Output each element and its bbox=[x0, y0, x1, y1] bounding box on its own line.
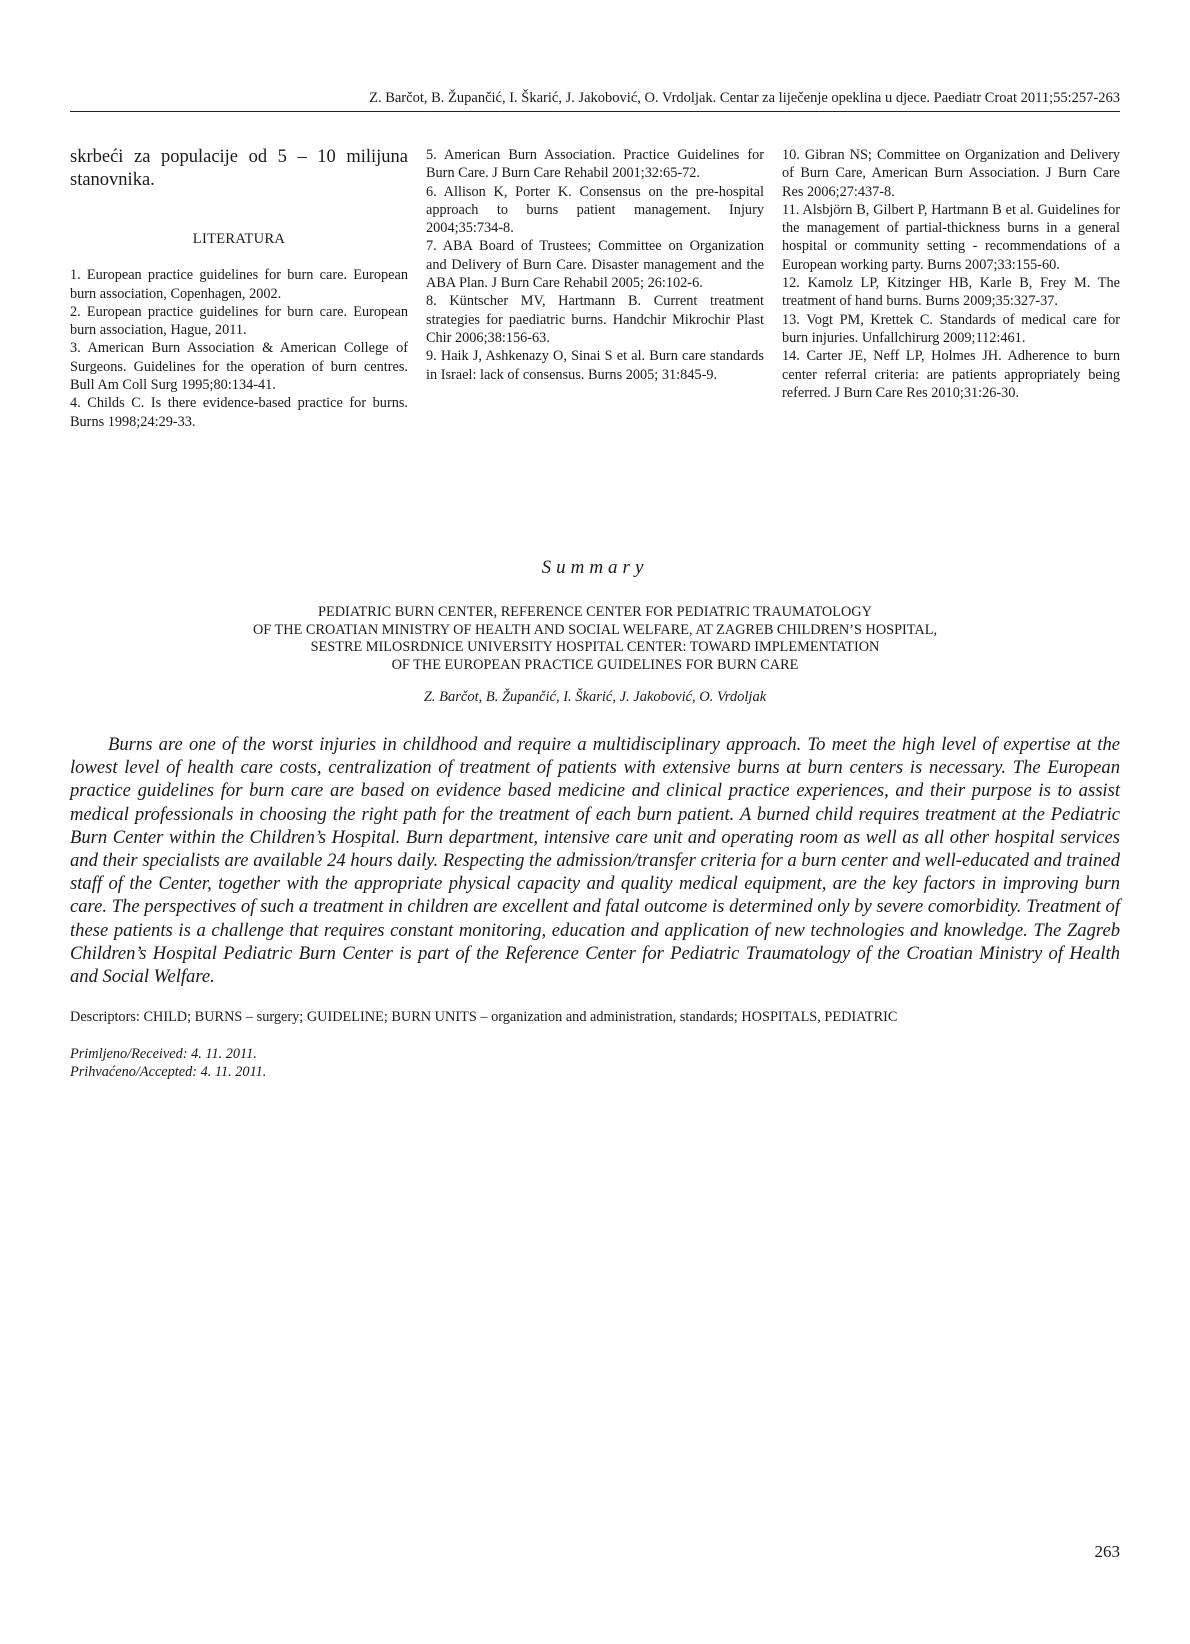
page-number: 263 bbox=[1094, 1542, 1120, 1561]
reference-item: 7. ABA Board of Trustees; Committee on Organization and Delivery of Burn Care. Disaster management and the ABA Plan. J Burn Care Rehabil 2005; 26:102-6. bbox=[426, 238, 764, 292]
reference-item: 4. Childs C. Is there evidence-based practice for burns. Burns 1998;24:29-33. bbox=[70, 395, 408, 430]
summary-heading: Summary bbox=[541, 557, 649, 578]
reference-item: 14. Carter JE, Neff LP, Holmes JH. Adherence to burn center referral criteria: are patients appropriately being referred. J Burn Care Res 2010;31:26-30. bbox=[782, 348, 1120, 401]
reference-item: 5. American Burn Association. Practice Guidelines for Burn Care. J Burn Care Rehabil 2001;32:65-72. bbox=[426, 147, 764, 182]
column-3 bbox=[782, 146, 1120, 431]
reference-item: 8. Küntscher MV, Hartmann B. Current treatment strategies for paediatric burns. Handchir Mikrochir Plast Chir 2006;38:156-63. bbox=[426, 293, 764, 346]
running-header: Z. Barčot, B. Župančić, I. Škarić, J. Jakobović, O. Vrdoljak. Centar za liječenje opeklina u djece. Paediatr Croat 2011;55:257-263 bbox=[70, 90, 1120, 112]
reference-item: 9. Haik J, Ashkenazy O, Sinai S et al. Burn care standards in Israel: lack of consensus. Burns 2005; 31:845-9. bbox=[426, 348, 764, 383]
received-date: Primljeno/Received: 4. 11. 2011. bbox=[70, 1046, 257, 1062]
descriptors: Descriptors: CHILD; BURNS – surgery; GUIDELINE; BURN UNITS – organization and administration, standards; HOSPITALS, PEDIATRIC bbox=[70, 1009, 898, 1025]
column-1 bbox=[70, 146, 408, 431]
column-2 bbox=[426, 146, 764, 431]
summary-title-line: SESTRE MILOSRDNICE UNIVERSITY HOSPITAL CENTER: TOWARD IMPLEMENTATION bbox=[310, 639, 880, 655]
literature-heading: LITERATURA bbox=[192, 231, 286, 247]
accepted-date: Prihvaćeno/Accepted: 4. 11. 2011. bbox=[70, 1063, 267, 1080]
reference-item: 10. Gibran NS; Committee on Organization and Delivery of Burn Care, American Burn Association. J Burn Care Res 2006;27:437-8. bbox=[782, 147, 1120, 200]
reference-item: 1. European practice guidelines for burn care. European burn association, Copenhagen, 2002. bbox=[70, 267, 408, 302]
summary-title-line: OF THE EUROPEAN PRACTICE GUIDELINES FOR BURN CARE bbox=[391, 656, 799, 673]
summary-title bbox=[0, 604, 1190, 674]
summary-title-line: OF THE CROATIAN MINISTRY OF HEALTH AND SOCIAL WELFARE, AT ZAGREB CHILDREN’S HOSPITAL, bbox=[252, 621, 938, 638]
reference-item: 2. European practice guidelines for burn care. European burn association, Hague, 2011. bbox=[70, 303, 408, 339]
reference-item: 6. Allison K, Porter K. Consensus on the pre-hospital approach to burns patient management. Injury 2004;35:734-8. bbox=[426, 183, 764, 237]
reference-columns bbox=[70, 146, 1120, 431]
reference-item: 11. Alsbjörn B, Gilbert P, Hartmann B et al. Guidelines for the management of partial-thickness burns in a general hospital or community setting - recommendations of a European working party. Burns 2007;33:155-60. bbox=[782, 201, 1120, 273]
summary-authors: Z. Barčot, B. Župančić, I. Škarić, J. Jakobović, O. Vrdoljak bbox=[423, 689, 767, 705]
intro-text: skrbeći za populacije od 5 – 10 milijuna stanovnika. bbox=[70, 147, 408, 190]
received-accepted-dates bbox=[70, 1046, 266, 1081]
summary-title-line: PEDIATRIC BURN CENTER, REFERENCE CENTER FOR PEDIATRIC TRAUMATOLOGY bbox=[318, 604, 872, 620]
abstract-text: Burns are one of the worst injuries in childhood and require a multidisciplinary approach. To meet the high level of expertise at the lowest level of health care costs, centralization of treatment of patients with extensive burns at burn centers is necessary. The European practice guidelines for burn care are based on evidence based medicine and clinical practice experiences, and their purpose is to assist medical professionals in choosing the right path for the treatment of each burn patient. A burned child requires treatment at the Pediatric Burn Center within the Children’s Hospital. Burn department, intensive care unit and operating room as well as all other hospital services and their specialists are available 24 hours daily. Respecting the admission/transfer criteria for a burn center and well-educated and trained staff of the Center, together with the appropriate physical capacity and quality medical equipment, are the key factors in improving burn care. The perspectives of such a treatment in children are excellent and fatal outcome is determined only by severe comorbidity. Treatment of these patients is a challenge that requires constant monitoring, education and application of new technologies and knowledge. The Zagreb Children’s Hospital Pediatric Burn Center is part of the Reference Center for Pediatric Traumatology of the Croatian Ministry of Health and Social Welfare. bbox=[70, 734, 1120, 988]
reference-item: 13. Vogt PM, Krettek C. Standards of medical care for burn injuries. Unfallchirurg 2009;112:461. bbox=[782, 311, 1120, 346]
reference-item: 3. American Burn Association & American College of Surgeons. Guidelines for the operation of burn centres. Bull Am Coll Surg 1995;80:134-41. bbox=[70, 340, 408, 394]
reference-item: 12. Kamolz LP, Kitzinger HB, Karle B, Frey M. The treatment of hand burns. Burns 2009;35:327-37. bbox=[782, 275, 1120, 310]
